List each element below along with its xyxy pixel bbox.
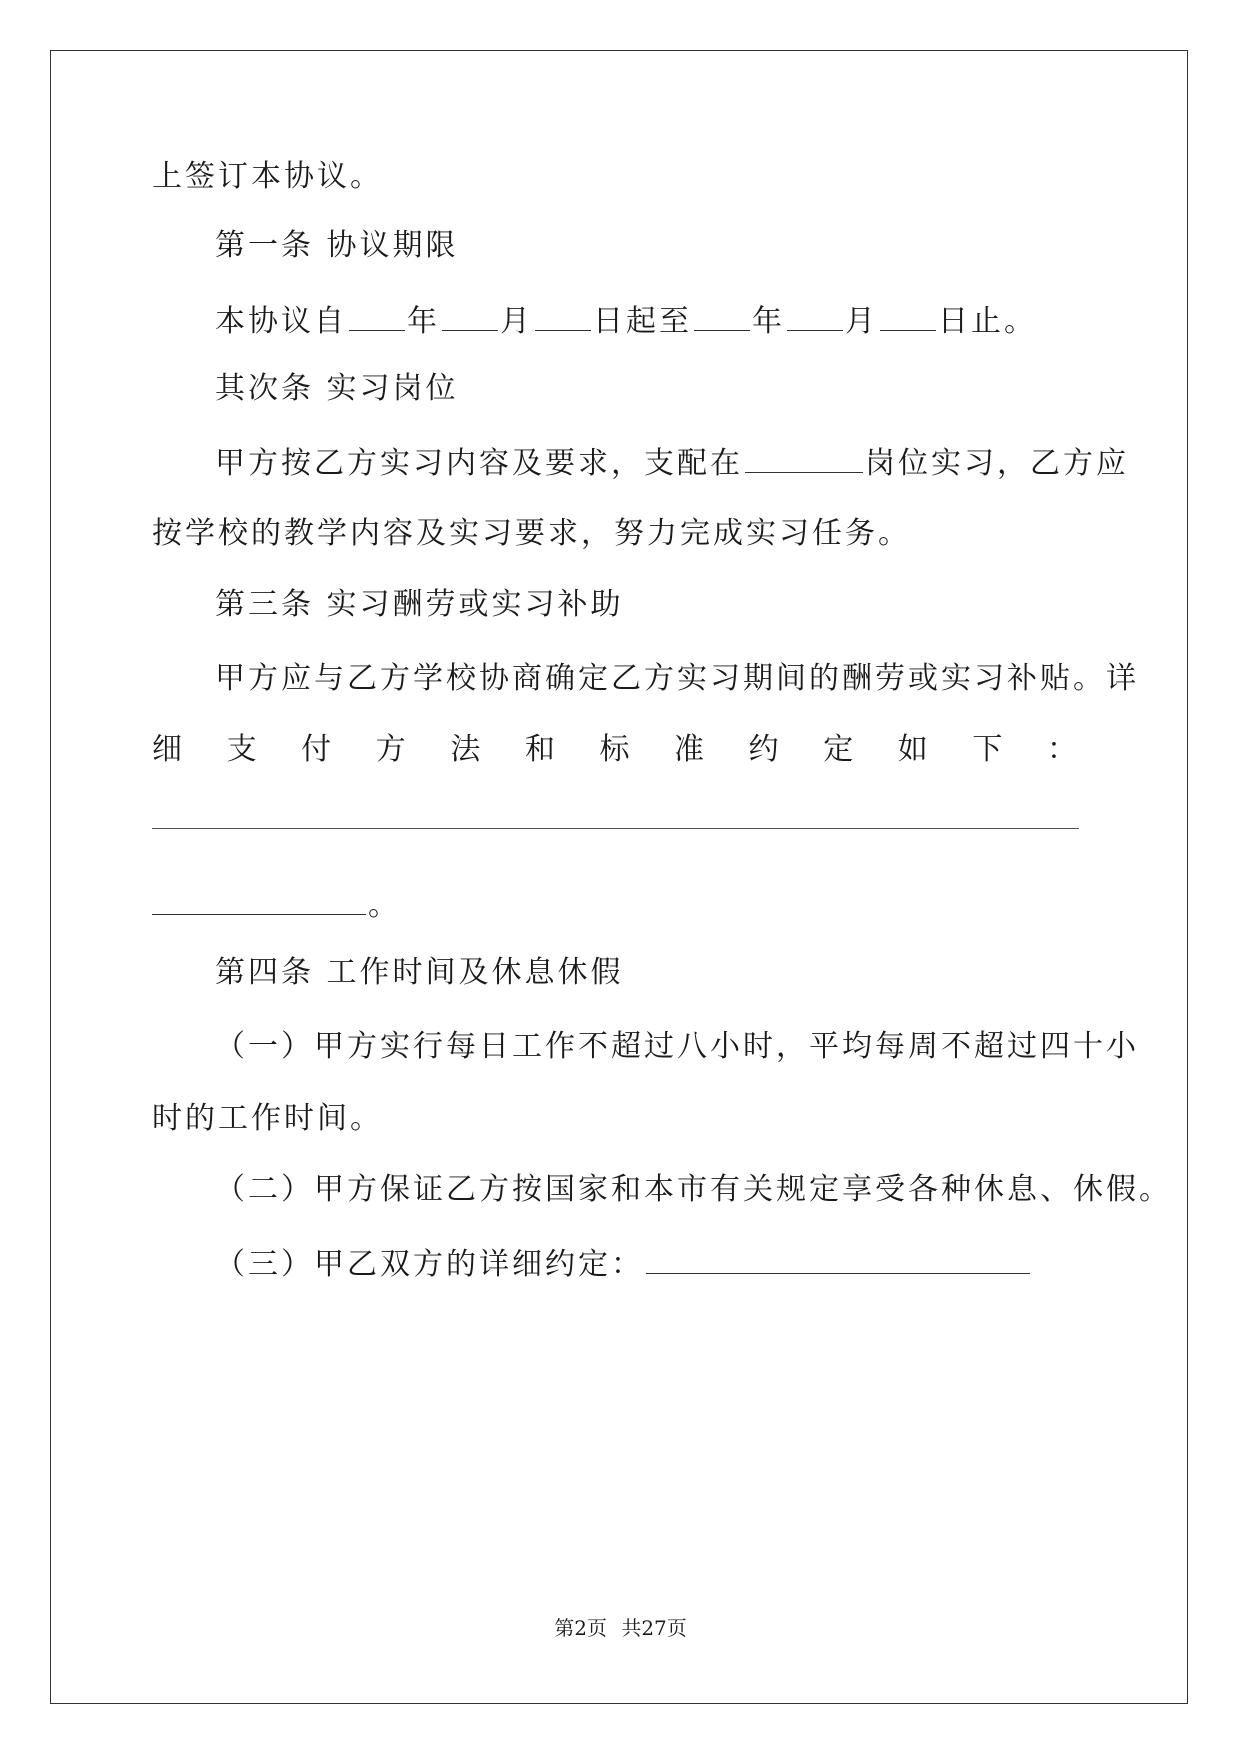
article-4-item1-line1: （一）甲方实行每日工作不超过八小时，平均每周不超过四十小: [215, 1029, 1139, 1064]
blank-day-to[interactable]: [880, 300, 936, 331]
char: 法: [450, 732, 481, 767]
page-total: 共27页: [621, 1616, 687, 1640]
char: 定: [823, 732, 854, 767]
char: 如: [897, 732, 928, 767]
period-mark: 。: [368, 888, 401, 923]
article-2-text-b: 岗位实习，乙方应: [865, 446, 1129, 481]
char: 方: [375, 732, 406, 767]
blank-detailed-agreement[interactable]: [646, 1243, 1030, 1274]
article-4-item3: [215, 1243, 1032, 1285]
article-1-body: [215, 300, 1037, 342]
article-2-heading: 其次条 实习岗位: [215, 371, 459, 406]
text-line-continuation: 上签订本协议。: [152, 159, 383, 194]
char: 约: [748, 732, 779, 767]
article-2-text-a: 甲方按乙方实习内容及要求，支配在: [215, 446, 743, 481]
page-number: 第2页: [554, 1616, 607, 1640]
day-to-label: 日起至: [593, 304, 692, 339]
article-3-body-line2: [152, 730, 1077, 770]
blank-year-to[interactable]: [694, 300, 750, 331]
char: 下: [972, 732, 1003, 767]
char: 和: [524, 732, 555, 767]
blank-month-to[interactable]: [787, 300, 843, 331]
article-4-item3-label: （三）甲乙双方的详细约定：: [215, 1247, 644, 1282]
blank-payment-method-end[interactable]: [152, 884, 366, 915]
blank-payment-method-line[interactable]: [152, 828, 1079, 829]
article-4-heading: 第四条 工作时间及休息休假: [215, 955, 624, 990]
blank-year-from[interactable]: [349, 300, 405, 331]
blank-day-from[interactable]: [535, 300, 591, 331]
article-4-item2: （二）甲方保证乙方按国家和本市有关规定享受各种休息、休假。: [215, 1172, 1172, 1207]
blank-position[interactable]: [745, 442, 863, 473]
article-2-body-line2: 按学校的教学内容及实习要求，努力完成实习任务。: [152, 516, 911, 551]
article-3-body-line4: [152, 884, 401, 926]
page-footer: [0, 1616, 1241, 1640]
article-3-body-line1: 甲方应与乙方学校协商确定乙方实习期间的酬劳或实习补贴。详: [215, 661, 1139, 696]
day-end-label: 日止。: [938, 304, 1037, 339]
char: 标: [599, 732, 630, 767]
article-4-item1-line2: 时的工作时间。: [152, 1101, 383, 1136]
month-label: 月: [500, 304, 533, 339]
article-2-body-line1: [215, 442, 1129, 484]
article-1-heading: 第一条 协议期限: [215, 228, 459, 263]
char: ：: [1046, 732, 1077, 767]
year-label: 年: [407, 304, 440, 339]
date-from-label: 本协议自: [215, 304, 347, 339]
char: 准: [674, 732, 705, 767]
char: 细: [152, 732, 182, 767]
year-label-2: 年: [752, 304, 785, 339]
article-3-heading: 第三条 实习酬劳或实习补助: [215, 587, 624, 622]
blank-month-from[interactable]: [442, 300, 498, 331]
page-frame: [50, 50, 1188, 1704]
month-label-2: 月: [845, 304, 878, 339]
char: 付: [301, 732, 332, 767]
char: 支: [226, 732, 257, 767]
